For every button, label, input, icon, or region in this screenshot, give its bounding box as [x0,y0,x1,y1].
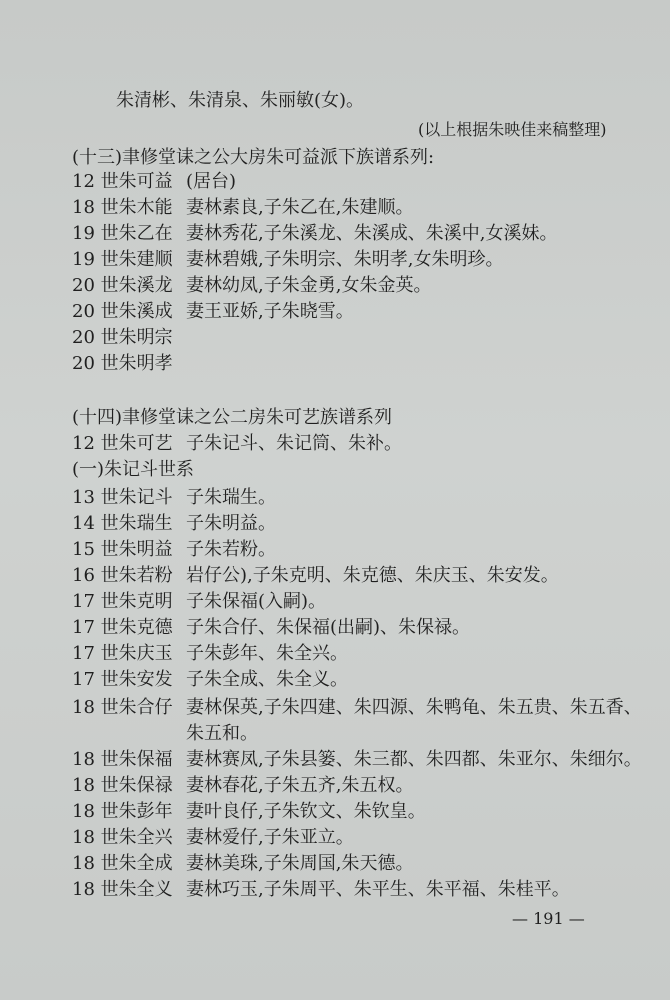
family-details: 子朱保福(入嗣)。 [186,591,327,612]
subsection-heading: (一)朱记斗世系 [72,459,195,480]
source-note: (以上根据朱映佳来稿整理) [418,120,607,139]
generation-name: 17 世朱克德 [72,617,173,638]
generation-name: 18 世朱彭年 [72,801,173,822]
family-details: 妻林赛凤,子朱县篓、朱三都、朱四都、朱亚尔、朱细尔。 [186,749,642,770]
generation-name: 12 世朱可益 [72,171,173,192]
generation-name: 16 世朱若粉 [72,565,173,586]
generation-name: 18 世朱全义 [72,879,173,900]
generation-name: 17 世朱安发 [72,669,173,690]
family-details: 子朱全成、朱全义。 [186,669,348,690]
family-details: 子朱明益。 [186,513,276,534]
generation-name: 19 世朱建顺 [72,249,173,270]
generation-name: 18 世朱保禄 [72,775,173,796]
section-13-heading: (十三)聿修堂诔之公大房朱可益派下族谱系列: [72,147,435,168]
generation-name: 20 世朱明孝 [72,353,173,374]
generation-name: 15 世朱明益 [72,539,173,560]
generation-name: 12 世朱可艺 [72,433,173,454]
section-14-heading: (十四)聿修堂诔之公二房朱可艺族谱系列 [72,407,393,428]
generation-name: 17 世朱庆玉 [72,643,173,664]
family-details: 妻林碧娥,子朱明宗、朱明孝,女朱明珍。 [186,249,504,270]
generation-name: 18 世朱保福 [72,749,173,770]
generation-name: 14 世朱瑞生 [72,513,173,534]
family-details: 妻叶良仔,子朱钦文、朱钦皇。 [186,801,426,822]
family-details: 子朱彭年、朱全兴。 [186,643,348,664]
family-details: 妻林春花,子朱五齐,朱五权。 [186,775,414,796]
family-details: 妻林爱仔,子朱亚立。 [186,827,354,848]
family-details: 子朱若粉。 [186,539,276,560]
generation-name: 18 世朱木能 [72,197,173,218]
generation-name: 18 世朱全兴 [72,827,173,848]
family-details: 妻林保英,子朱四建、朱四源、朱鸭龟、朱五贵、朱五香、 [186,697,642,718]
generation-name: 17 世朱克明 [72,591,173,612]
generation-name: 18 世朱全成 [72,853,173,874]
generation-name: 20 世朱溪龙 [72,275,173,296]
family-details: (居台) [186,171,237,192]
family-details: 妻林美珠,子朱周国,朱天德。 [186,853,414,874]
family-details-continued: 朱五和。 [186,723,258,744]
generation-name: 13 世朱记斗 [72,487,173,508]
family-details: 岩仔公),子朱克明、朱克德、朱庆玉、朱安发。 [186,565,559,586]
generation-name: 20 世朱溪成 [72,301,173,322]
page-number: — 191 — [512,909,585,928]
generation-name: 19 世朱乙在 [72,223,173,244]
family-details: 妻林素良,子朱乙在,朱建顺。 [186,197,414,218]
continued-line: 朱清彬、朱清泉、朱丽敏(女)。 [116,90,365,111]
family-details: 子朱合仔、朱保福(出嗣)、朱保禄。 [186,617,471,638]
generation-name: 18 世朱合仔 [72,697,173,718]
family-details: 子朱瑞生。 [186,487,276,508]
family-details: 妻林秀花,子朱溪龙、朱溪成、朱溪中,女溪妹。 [186,223,558,244]
family-details: 妻林巧玉,子朱周平、朱平生、朱平福、朱桂平。 [186,879,570,900]
family-details: 妻林幼凤,子朱金勇,女朱金英。 [186,275,432,296]
family-details: 妻王亚娇,子朱晓雪。 [186,301,354,322]
generation-name: 20 世朱明宗 [72,327,173,348]
family-details: 子朱记斗、朱记筒、朱补。 [186,433,402,454]
